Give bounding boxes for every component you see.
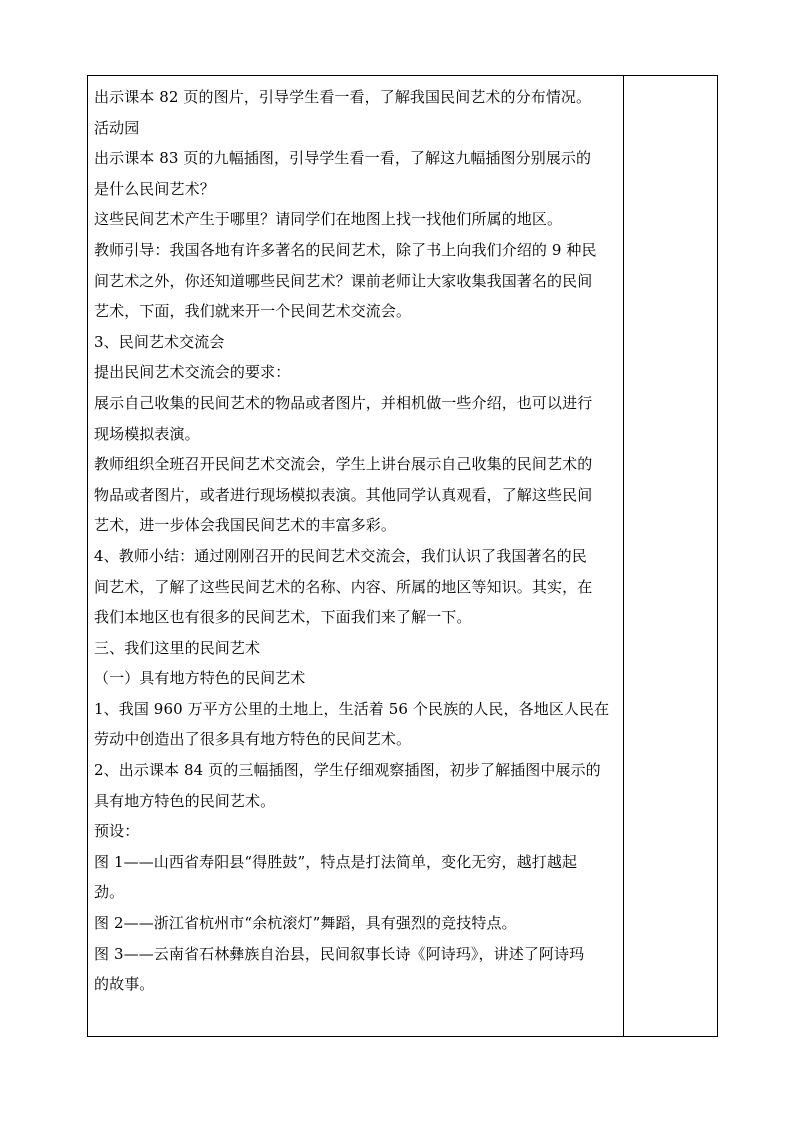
text-line: 2、出示课本 84 页的三幅插图，学生仔细观察插图，初步了解插图中展示的	[94, 761, 601, 780]
lesson-plan-table	[87, 75, 718, 1037]
text-line: 物品或者图片，或者进行现场模拟表演。其他同学认真观看，了解这些民间	[94, 485, 593, 504]
text-line: 4、教师小结：通过刚刚召开的民间艺术交流会，我们认识了我国著名的民	[94, 546, 587, 565]
text-line: 图 1——山西省寿阳县“得胜鼓”，特点是打法简单，变化无穷，越打越起	[94, 852, 578, 871]
text-line: 我们本地区也有很多的民间艺术，下面我们来了解一下。	[94, 608, 472, 627]
lesson-content-cell	[94, 82, 619, 1030]
text-line: 图 3——云南省石林彝族自治县，民间叙事长诗《阿诗玛》，讲述了阿诗玛	[94, 944, 585, 963]
text-line: 劲。	[94, 883, 125, 902]
text-line: 出示课本 82 页的图片，引导学生看一看，了解我国民间艺术的分布情况。	[94, 88, 592, 106]
text-line: 艺术，下面，我们就来开一个民间艺术交流会。	[94, 302, 412, 321]
text-line: 图 2——浙江省杭州市“余杭滚灯”舞蹈，具有强烈的竞技特点。	[94, 914, 517, 933]
text-line: 预设：	[94, 822, 140, 841]
text-line: 是什么民间艺术？	[94, 179, 215, 198]
text-line: 的故事。	[94, 975, 155, 994]
section-heading: 3、民间艺术交流会	[94, 332, 225, 351]
text-line: 1、我国 960 万平方公里的土地上，生活着 56 个民族的人民，各地区人民在	[94, 699, 610, 718]
text-line: 教师组织全班召开民间艺术交流会，学生上讲台展示自己收集的民间艺术的	[94, 455, 593, 474]
text-line: 艺术，进一步体会我国民间艺术的丰富多彩。	[94, 516, 397, 535]
text-line: 这些民间艺术产生于哪里？请同学们在地图上找一找他们所属的地区。	[94, 210, 563, 229]
text-line: 提出民间艺术交流会的要求：	[94, 363, 291, 382]
text-line: 间艺术，了解了这些民间艺术的名称、内容、所属的地区等知识。其实，在	[94, 577, 593, 596]
text-line: 出示课本 83 页的九幅插图，引导学生看一看，了解这九幅插图分别展示的	[94, 149, 592, 168]
text-line: 具有地方特色的民间艺术。	[94, 791, 276, 810]
text-line: 现场模拟表演。	[94, 424, 200, 443]
section-heading: 三、我们这里的民间艺术	[94, 638, 261, 657]
text-line: 教师引导：我国各地有许多著名的民间艺术，除了书上向我们介绍的 9 种民	[94, 240, 597, 259]
text-line: 活动园	[94, 118, 140, 137]
subsection-heading: （一）具有地方特色的民间艺术	[94, 669, 306, 688]
text-line: 劳动中创造出了很多具有地方特色的民间艺术。	[94, 730, 412, 749]
notes-cell	[624, 76, 718, 1036]
text-line: 展示自己收集的民间艺术的物品或者图片，并相机做一些介绍，也可以进行	[94, 393, 593, 412]
text-line: 间艺术之外，你还知道哪些民间艺术？课前老师让大家收集我国著名的民间	[94, 271, 593, 290]
